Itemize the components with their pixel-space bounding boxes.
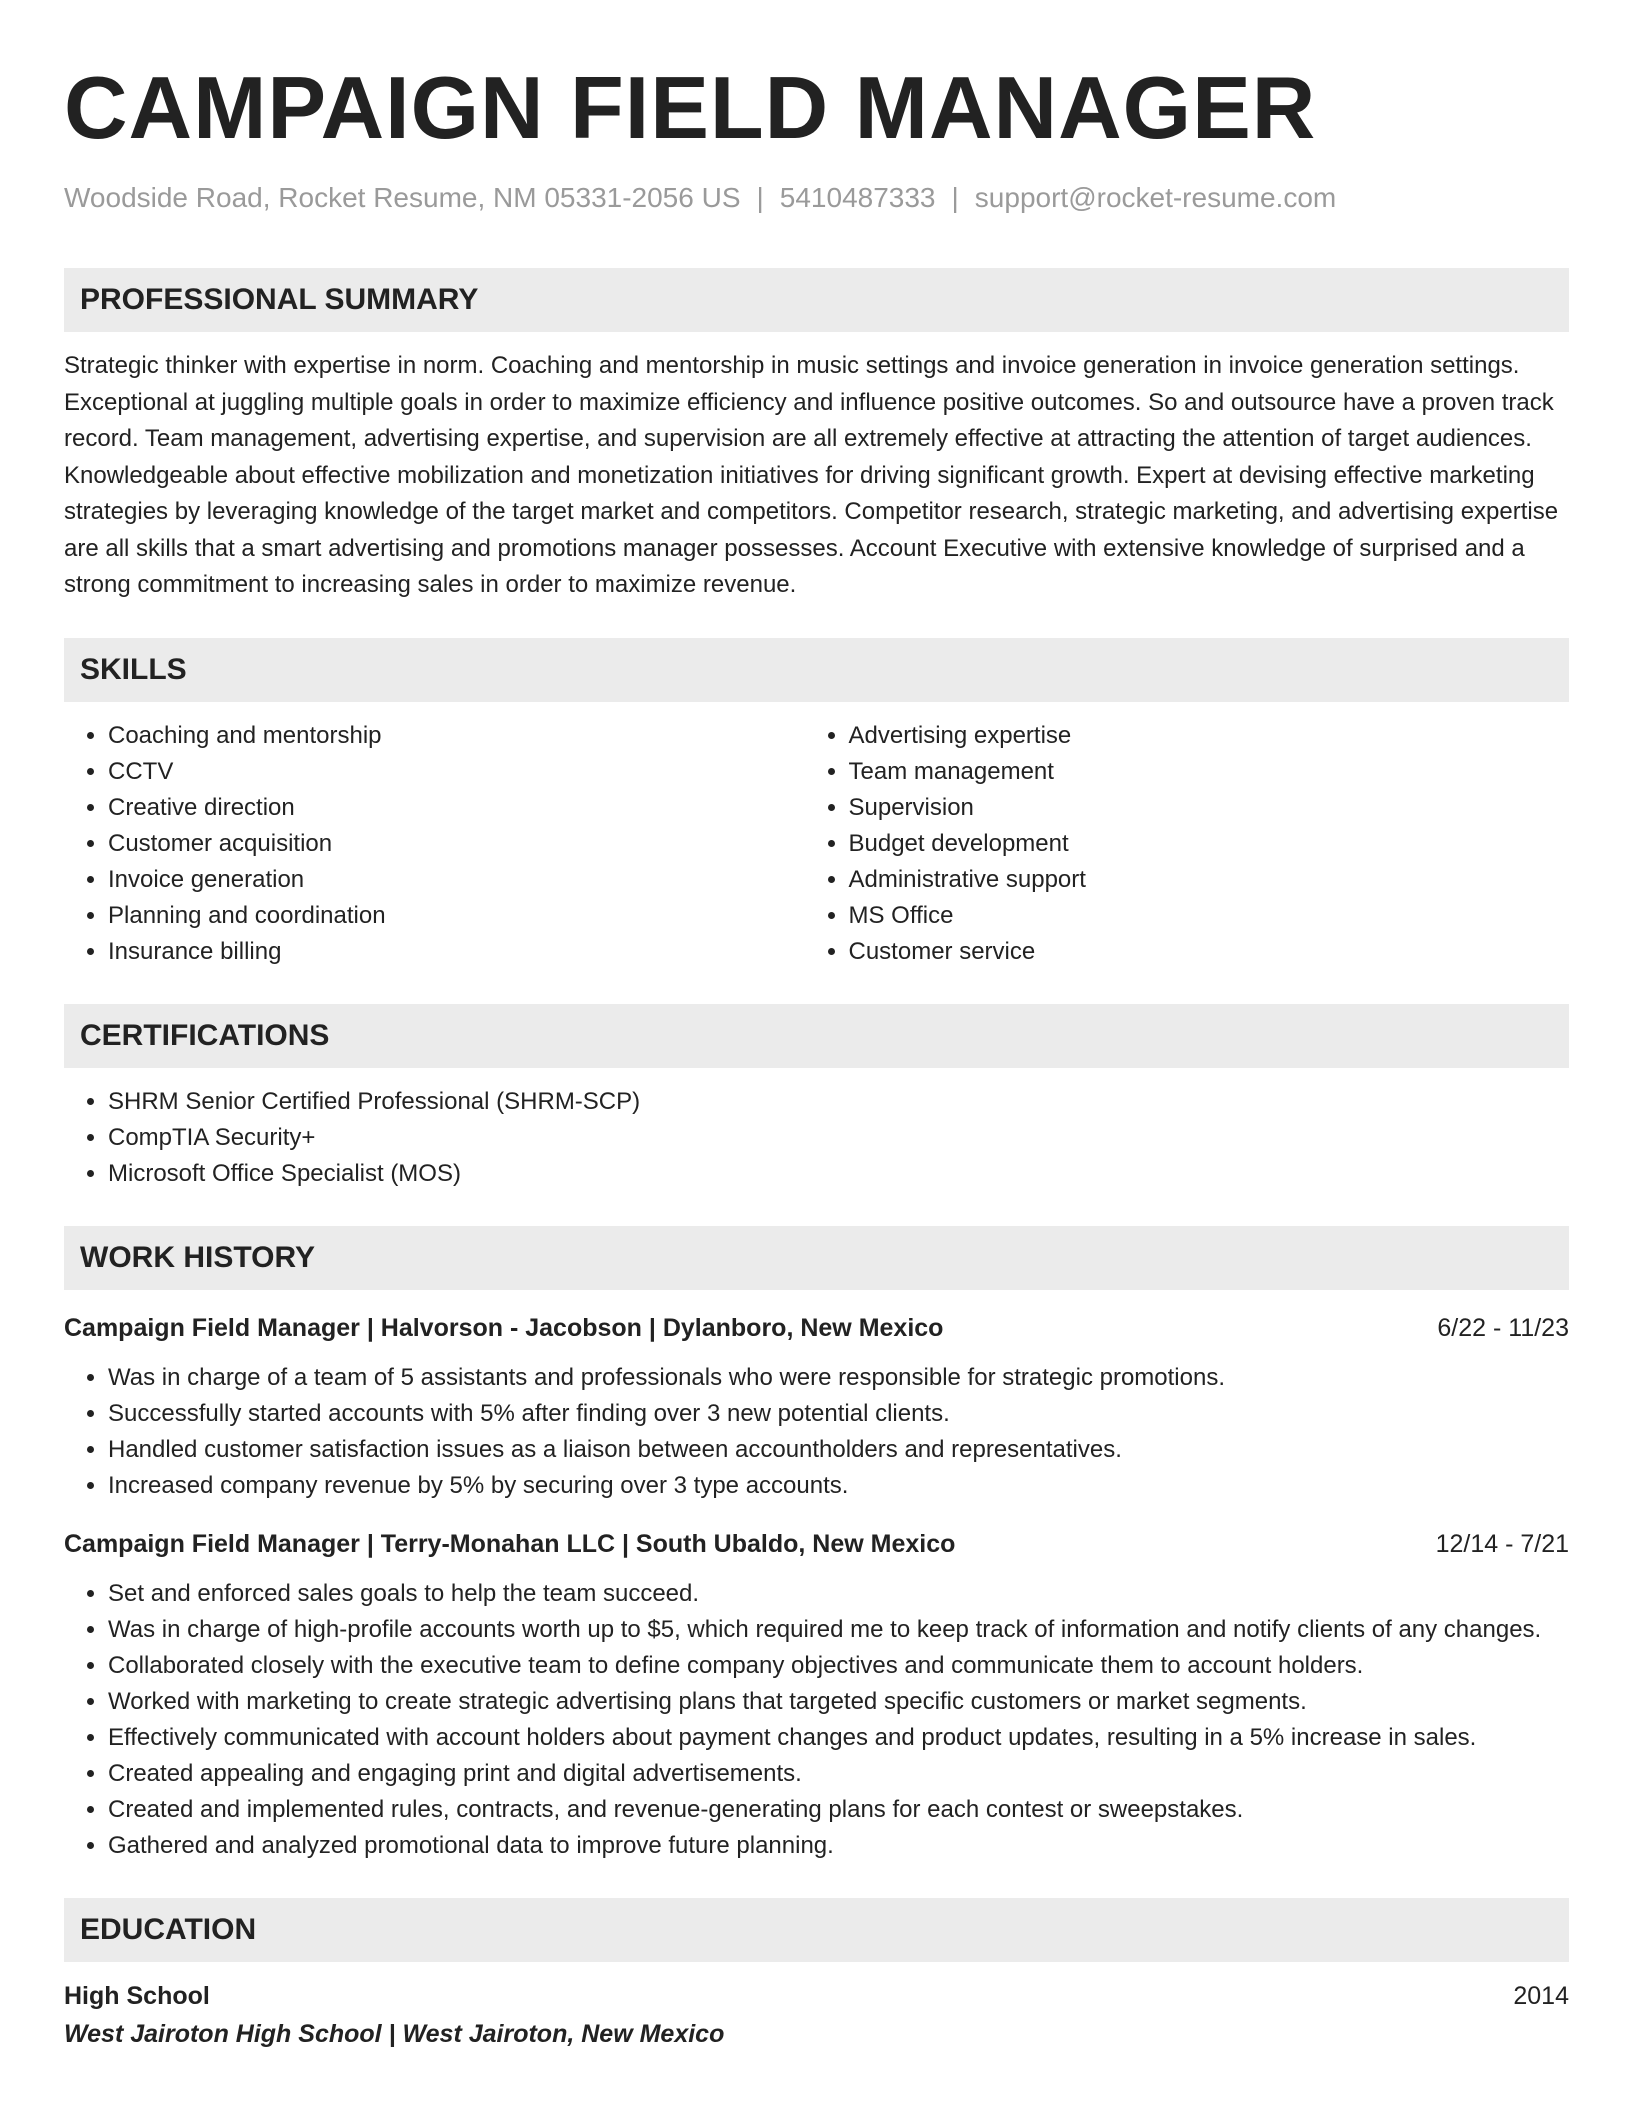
job-bullet: • Handled customer satisfaction issues as a liaison between accountholders and representatives. [108, 1432, 1569, 1468]
job-bullets [64, 1360, 1569, 1504]
certifications-list [64, 1084, 1569, 1192]
skill-item: • Customer acquisition [108, 826, 817, 862]
education-school: West Jairoton High School | West Jairoton, New Mexico [64, 2019, 725, 2048]
job-bullet: • Successfully started accounts with 5% after finding over 3 new potential clients. [108, 1396, 1569, 1432]
skill-item: • Creative direction [108, 790, 817, 826]
education-year: 2014 [1513, 1981, 1569, 2010]
skill-item: • Coaching and mentorship [108, 718, 817, 754]
job-bullet: • Increased company revenue by 5% by securing over 3 type accounts. [108, 1468, 1569, 1504]
education-entry [64, 1978, 1569, 2054]
skill-item: • Administrative support [849, 862, 1570, 898]
job-entry [64, 1526, 1569, 1864]
job-bullet: • Set and enforced sales goals to help the team succeed. [108, 1576, 1569, 1612]
contact-address: Woodside Road, Rocket Resume, NM 05331-2056 US [64, 182, 741, 213]
job-entry [64, 1310, 1569, 1504]
skill-item: • Planning and coordination [108, 898, 817, 934]
job-bullet: • Effectively communicated with account holders about payment changes and product updates, resulting in a 5% increase in sales. [108, 1720, 1569, 1756]
job-bullet: • Was in charge of high-profile accounts worth up to $5, which required me to keep track of information and notify clients of any changes. [108, 1612, 1569, 1648]
job-bullet: • Worked with marketing to create strategic advertising plans that targeted specific customers or market segments. [108, 1684, 1569, 1720]
skills-grid [64, 718, 1569, 970]
section-header-summary: PROFESSIONAL SUMMARY [64, 268, 1569, 332]
skill-item: • MS Office [849, 898, 1570, 934]
section-header-skills: SKILLS [64, 638, 1569, 702]
job-bullet: • Was in charge of a team of 5 assistants and professionals who were responsible for strategic promotions. [108, 1360, 1569, 1396]
skill-item: • Budget development [849, 826, 1570, 862]
skill-item: • Insurance billing [108, 934, 817, 970]
job-heading [64, 1310, 1569, 1346]
skill-item: • CCTV [108, 754, 817, 790]
job-bullet: • Created appealing and engaging print and digital advertisements. [108, 1756, 1569, 1792]
job-bullet: • Collaborated closely with the executive team to define company objectives and communicate them to account holders. [108, 1648, 1569, 1684]
job-title: Campaign Field Manager | Terry-Monahan LLC | South Ubaldo, New Mexico [64, 1529, 956, 1558]
candidate-name: CAMPAIGN FIELD MANAGER [64, 58, 1317, 157]
certification-item: • SHRM Senior Certified Professional (SHRM-SCP) [108, 1084, 1569, 1120]
job-dates: 6/22 - 11/23 [1437, 1313, 1569, 1342]
skill-item: • Team management [849, 754, 1570, 790]
job-bullet: • Gathered and analyzed promotional data to improve future planning. [108, 1828, 1569, 1864]
skills-list-left [64, 718, 817, 970]
education-heading [64, 1978, 1569, 2014]
skill-item: • Invoice generation [108, 862, 817, 898]
contact-phone: 5410487333 [779, 182, 936, 213]
job-title: Campaign Field Manager | Halvorson - Jacobson | Dylanboro, New Mexico [64, 1313, 944, 1342]
contact-separator: | [951, 182, 959, 213]
section-header-education: EDUCATION [64, 1898, 1569, 1962]
certifications-block [64, 1084, 1569, 1192]
skills-list-right [817, 718, 1570, 970]
skill-item: • Advertising expertise [849, 718, 1570, 754]
job-dates: 12/14 - 7/21 [1435, 1529, 1569, 1558]
skills-column-right [817, 718, 1570, 970]
job-bullet: • Created and implemented rules, contracts, and revenue-generating plans for each contest or sweepstakes. [108, 1792, 1569, 1828]
skill-item: • Supervision [849, 790, 1570, 826]
education-degree: High School [64, 1981, 210, 2010]
job-bullets [64, 1576, 1569, 1864]
certification-item: • Microsoft Office Specialist (MOS) [108, 1156, 1569, 1192]
section-header-certifications: CERTIFICATIONS [64, 1004, 1569, 1068]
contact-line [64, 180, 1569, 216]
certification-item: • CompTIA Security+ [108, 1120, 1569, 1156]
contact-separator: | [756, 182, 764, 213]
summary-text: Strategic thinker with expertise in norm. Coaching and mentorship in music settings and invoice generation in invoice generation settings. Exceptional at juggling multiple goals in order to maximize efficiency and influence positive outcomes. So and outsource have a proven track record. Team management, advertising expertise, and supervision are all extremely effective at attracting the attention of target audiences. Knowledgeable about effective mobilization and monetization initiatives for driving significant growth. Expert at devising effective marketing strategies by leveraging knowledge of the target market and competitors. Competitor research, strategic marketing, and advertising expertise are all skills that a smart advertising and promotions manager possesses. Account Executive with extensive knowledge of surprised and a strong commitment to increasing sales in order to maximize revenue. [64, 352, 1559, 598]
section-header-work-history: WORK HISTORY [64, 1226, 1569, 1290]
job-heading [64, 1526, 1569, 1562]
contact-email: support@rocket-resume.com [974, 182, 1337, 213]
skills-column-left [64, 718, 817, 970]
skill-item: • Customer service [849, 934, 1570, 970]
